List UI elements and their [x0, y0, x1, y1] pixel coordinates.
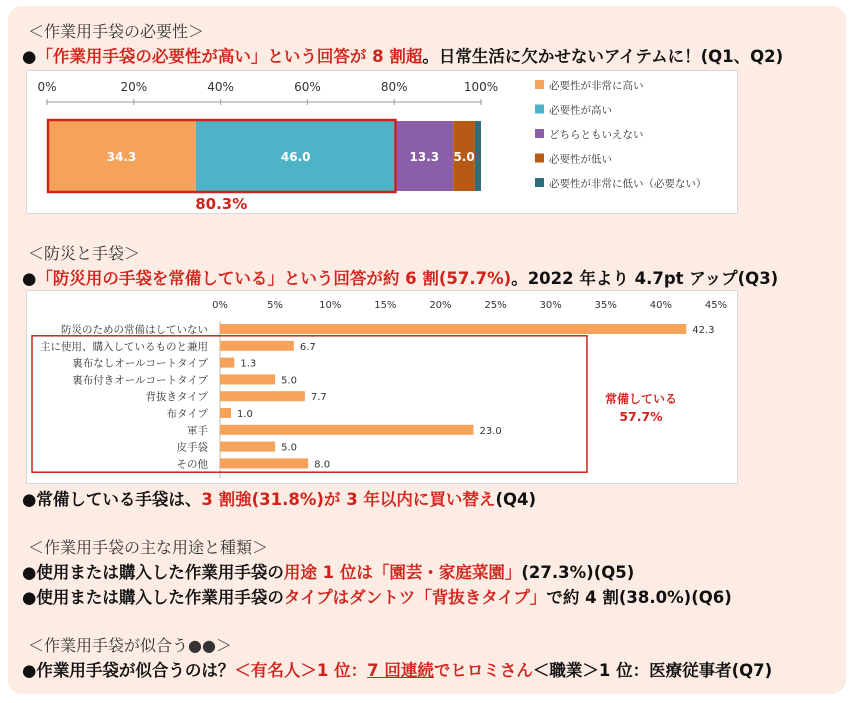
x-tick-label: 40%	[649, 300, 673, 311]
x-tick-label: 20%	[429, 300, 452, 311]
bar	[220, 341, 294, 351]
headline-highlight-underlined: 7 回連続	[367, 661, 434, 680]
headline-necessity	[22, 43, 783, 67]
legend-swatch	[535, 129, 544, 138]
disaster-gloves-bar-chart	[27, 291, 737, 483]
text-part: 使用または購入した作業用手袋の	[36, 588, 284, 607]
legend-label: 必要性が非常に低い（必要ない）	[549, 178, 707, 190]
legend-swatch	[535, 154, 544, 163]
bar	[220, 324, 686, 334]
headline-type	[22, 584, 732, 608]
x-tick-label: 0%	[37, 80, 57, 94]
x-tick-label: 25%	[484, 300, 507, 311]
x-tick-label: 45%	[704, 300, 728, 311]
legend-label: 必要性が非常に高い	[549, 80, 644, 92]
headline-disaster	[22, 265, 778, 289]
bar-value-label: 6.7	[299, 341, 316, 353]
text-part: 作業用手袋が似合うのは？	[36, 661, 235, 680]
bar-value-label: 1.3	[240, 358, 257, 370]
bar	[220, 358, 234, 368]
legend-label: 必要性が高い	[549, 104, 612, 117]
section-heading-necessity: ＜作業用手袋の必要性＞	[28, 22, 205, 41]
x-tick-label: 100%	[463, 80, 499, 94]
headline-highlight: タイプはダントツ「背抜きタイプ」	[283, 588, 547, 607]
bullet: ●	[22, 47, 37, 66]
category-label: 主に使用、購入しているものと兼用	[40, 340, 208, 353]
x-tick-label: 30%	[539, 300, 562, 311]
category-label: 軍手	[187, 424, 208, 437]
x-tick-label: 80%	[380, 80, 408, 94]
headline-highlight: 「作業用手袋の必要性が高い」という回答が 8 割超	[36, 47, 423, 66]
necessity-chart-box	[26, 70, 738, 214]
annotation-line1: 常備している	[604, 392, 678, 406]
bar	[220, 391, 305, 401]
category-label: 背抜きタイプ	[145, 391, 208, 404]
category-label: 防災のための常備はしていない	[61, 324, 208, 336]
bar	[220, 374, 275, 384]
headline-highlight: 3 割強(31.8%)が 3 年以内に買い替え	[201, 490, 496, 509]
annotation-line2: 57.7%	[619, 409, 663, 424]
legend-swatch	[535, 105, 544, 114]
bar-value-label: 46.0	[280, 150, 311, 164]
x-tick-label: 15%	[374, 300, 397, 311]
headline-rest: 。日常生活に欠かせないアイテムに！(Q1、Q2)	[422, 47, 784, 66]
x-tick-label: 60%	[294, 80, 321, 94]
text-part: 常備している手袋は、	[36, 490, 202, 509]
necessity-stacked-bar-chart	[27, 71, 737, 213]
headline-highlight: 用途 1 位は「園芸・家庭菜園」	[283, 563, 522, 582]
headline-highlight: でヒロミさん	[433, 661, 533, 680]
section-heading-suits: ＜作業用手袋が似合う●●＞	[28, 636, 232, 655]
highlight-total-label: 80.3%	[195, 195, 248, 213]
text-part: で約 4 割(38.0%)(Q6)	[546, 588, 732, 607]
highlight-box	[32, 336, 587, 472]
bar-value-label: 5.0	[281, 375, 298, 387]
headline-highlight: ＜有名人＞1 位：	[234, 661, 368, 680]
bar-value-label: 23.0	[479, 425, 502, 437]
headline-highlight: 「防災用の手袋を常備している」という回答が約 6 割(57.7%)	[36, 269, 512, 288]
bullet: ●	[22, 490, 37, 509]
disaster-chart-box	[26, 290, 738, 484]
x-tick-label: 5%	[267, 300, 284, 311]
x-tick-label: 35%	[594, 300, 617, 311]
section-heading-disaster: ＜防災と手袋＞	[28, 244, 141, 263]
bar-value-label: 42.3	[692, 325, 715, 336]
category-label: 裏布付きオールコートタイプ	[72, 374, 208, 387]
bar-value-label: 13.3	[409, 150, 440, 164]
x-tick-label: 40%	[207, 80, 234, 94]
legend-swatch	[535, 178, 544, 187]
bullet: ●	[22, 661, 37, 680]
category-label: 布タイプ	[166, 408, 208, 420]
legend-swatch	[535, 80, 544, 89]
bar-value-label: 34.3	[106, 150, 137, 164]
bar	[220, 442, 275, 452]
text-part: (Q4)	[495, 490, 537, 509]
bar-value-label: 8.0	[314, 459, 331, 471]
bullet: ●	[22, 563, 37, 582]
headline-rest: 。2022 年より 4.7pt アップ(Q3)	[511, 269, 779, 288]
headline-replacement	[22, 486, 536, 510]
headline-usage	[22, 559, 634, 583]
bar-value-label: 1.0	[237, 409, 253, 420]
text-part: 使用または購入した作業用手袋の	[36, 563, 284, 582]
section-heading-usage: ＜作業用手袋の主な用途と種類＞	[28, 538, 269, 557]
headline-suits	[22, 657, 772, 681]
text-part: (27.3%)(Q5)	[521, 563, 635, 582]
legend-label: 必要性が低い	[549, 153, 612, 166]
bar	[220, 408, 231, 418]
x-tick-label: 20%	[120, 80, 148, 94]
bar	[220, 425, 474, 435]
x-tick-label: 0%	[212, 300, 228, 311]
category-label: 裏布なしオールコートタイプ	[72, 357, 208, 370]
bar	[220, 458, 308, 468]
bullet: ●	[22, 588, 37, 607]
bullet: ●	[22, 269, 37, 288]
bar-value-label: 7.7	[310, 392, 327, 404]
bar-segment	[475, 121, 481, 191]
category-label: 皮手袋	[176, 441, 208, 454]
bar-value-label: 5.0	[281, 442, 298, 454]
category-label: その他	[176, 458, 208, 471]
text-part: ＜職業＞1 位：医療従事者(Q7)	[532, 661, 773, 680]
legend-label: どちらともいえない	[549, 129, 644, 141]
x-tick-label: 10%	[319, 300, 342, 311]
bar-value-label: 5.0	[453, 150, 475, 164]
